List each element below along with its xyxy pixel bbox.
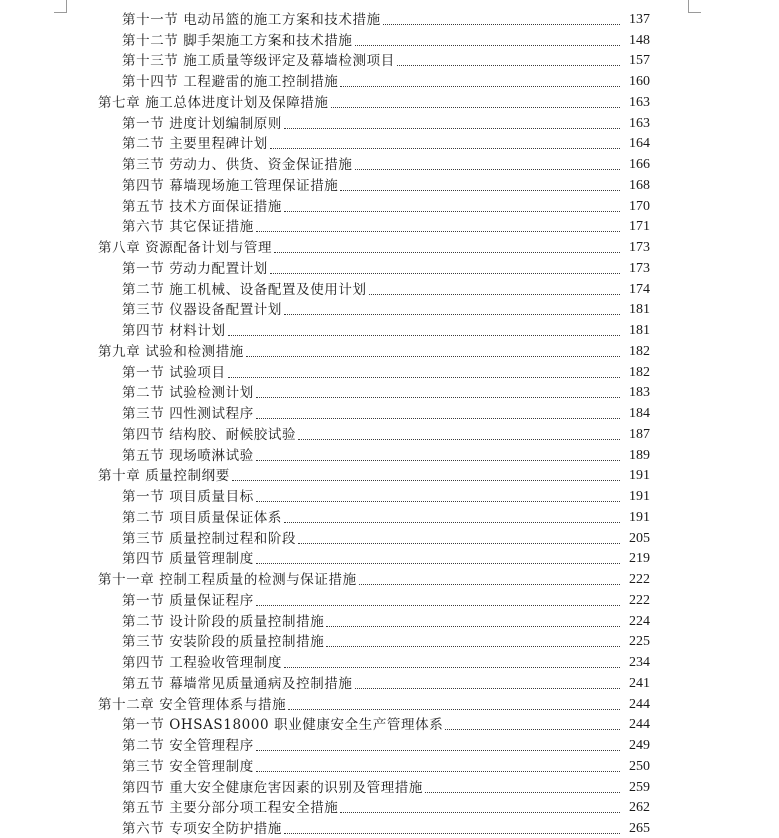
toc-section-entry[interactable] [0, 714, 779, 735]
toc-dot-leader [228, 335, 620, 336]
toc-dot-leader [256, 501, 620, 502]
toc-entry-title: 第五节 主要分部分项工程安全措施 [122, 800, 339, 817]
toc-page-number: 191 [629, 509, 650, 525]
toc-entry-title: 第二节 安全管理程序 [122, 738, 254, 754]
toc-dot-leader [256, 563, 620, 564]
toc-entry-title: 第四节 材料计划 [122, 323, 226, 339]
toc-entry-title: 第二节 项目质量保证体系 [122, 509, 282, 526]
toc-entry-title: 第二节 主要里程碑计划 [122, 136, 268, 153]
toc-entry-title: 第三节 仪器设备配置计划 [122, 302, 282, 319]
toc-page-number: 234 [629, 655, 650, 670]
toc-chapter-entry[interactable] [0, 91, 779, 112]
toc-page-number: 184 [629, 406, 650, 421]
table-of-contents [0, 8, 779, 838]
toc-entry-title: 第七章 施工总体进度计划及保障措施 [98, 94, 329, 111]
toc-page-number: 173 [629, 260, 650, 276]
toc-entry-title: 第一节 进度计划编制原则 [122, 115, 282, 132]
toc-dot-leader [274, 252, 620, 253]
toc-section-entry[interactable] [0, 8, 779, 29]
toc-section-entry[interactable] [0, 423, 779, 444]
toc-dot-leader [284, 128, 620, 129]
toc-dot-leader [331, 107, 621, 108]
toc-section-entry[interactable] [0, 672, 779, 693]
toc-page-number: 259 [629, 779, 650, 795]
toc-dot-leader [284, 314, 620, 315]
toc-dot-leader [256, 771, 620, 772]
toc-entry-title: 第六节 专项安全防护措施 [122, 821, 282, 837]
toc-page-number: 244 [629, 717, 650, 733]
toc-page-number: 225 [629, 634, 650, 650]
toc-entry-title: 第一节 项目质量目标 [122, 489, 254, 505]
toc-page-number: 262 [629, 800, 650, 816]
toc-section-entry[interactable] [0, 797, 779, 818]
toc-section-entry[interactable] [0, 361, 779, 382]
toc-section-entry[interactable] [0, 755, 779, 776]
toc-section-entry[interactable] [0, 402, 779, 423]
toc-page-number: 182 [629, 343, 650, 359]
toc-page-number: 181 [629, 323, 650, 338]
toc-page-number: 265 [629, 821, 650, 836]
toc-page-number: 241 [629, 675, 650, 691]
toc-section-entry[interactable] [0, 299, 779, 320]
toc-chapter-entry[interactable] [0, 236, 779, 257]
toc-entry-title: 第八章 资源配备计划与管理 [98, 240, 273, 256]
toc-page-number: 191 [629, 468, 650, 484]
toc-entry-title: 第十三节 施工质量等级评定及幕墙检测项目 [122, 53, 395, 70]
toc-dot-leader [340, 812, 620, 813]
toc-page-number: 163 [629, 115, 650, 131]
toc-dot-leader [232, 480, 620, 481]
toc-entry-title: 第四节 结构胶、耐候胶试验 [122, 426, 297, 443]
toc-entry-title: 第五节 技术方面保证措施 [122, 198, 282, 215]
toc-page-number: 174 [629, 281, 650, 297]
toc-entry-title: 第三节 安装阶段的质量控制措施 [122, 634, 325, 651]
toc-dot-leader [369, 294, 620, 295]
toc-section-entry[interactable] [0, 70, 779, 91]
toc-chapter-entry[interactable] [0, 568, 779, 589]
toc-section-entry[interactable] [0, 631, 779, 652]
toc-dot-leader [256, 397, 620, 398]
toc-chapter-entry[interactable] [0, 465, 779, 486]
toc-dot-leader [228, 377, 620, 378]
toc-entry-title: 第五节 幕墙常见质量通病及控制措施 [122, 675, 353, 692]
toc-dot-leader [256, 231, 620, 232]
toc-entry-title: 第四节 工程验收管理制度 [122, 655, 282, 671]
toc-section-entry[interactable] [0, 651, 779, 672]
toc-entry-title: 第二节 设计阶段的质量控制措施 [122, 613, 325, 630]
toc-dot-leader [355, 169, 621, 170]
toc-page-number: 191 [629, 489, 650, 504]
toc-page-number: 222 [629, 572, 650, 587]
toc-entry-title: 第十章 质量控制纲要 [98, 468, 230, 485]
toc-section-entry[interactable] [0, 548, 779, 569]
toc-page-number: 160 [629, 74, 650, 89]
toc-section-entry[interactable] [0, 174, 779, 195]
toc-dot-leader [284, 833, 620, 834]
toc-entry-title: 第三节 劳动力、供货、资金保证措施 [122, 157, 353, 173]
toc-dot-leader [326, 626, 620, 627]
toc-dot-leader [284, 667, 620, 668]
toc-section-entry[interactable] [0, 257, 779, 278]
toc-entry-title: 第一节 OHSAS18000 职业健康安全生产管理体系 [122, 717, 444, 734]
toc-dot-leader [355, 688, 621, 689]
toc-entry-title: 第十一节 电动吊篮的施工方案和技术措施 [122, 11, 381, 28]
toc-section-entry[interactable] [0, 278, 779, 299]
toc-page-number: 222 [629, 592, 650, 608]
toc-dot-leader [246, 356, 620, 357]
toc-page-number: 166 [629, 157, 650, 172]
toc-page-number: 187 [629, 426, 650, 442]
toc-dot-leader [256, 460, 620, 461]
toc-dot-leader [340, 86, 620, 87]
toc-entry-title: 第三节 四性测试程序 [122, 406, 254, 422]
toc-dot-leader [298, 543, 620, 544]
toc-entry-title: 第十二节 脚手架施工方案和技术措施 [122, 32, 353, 49]
toc-page-number: 183 [629, 385, 650, 401]
toc-entry-title: 第三节 安全管理制度 [122, 758, 254, 775]
toc-page-number: 181 [629, 302, 650, 318]
toc-entry-title: 第十一章 控制工程质量的检测与保证措施 [98, 572, 357, 588]
toc-dot-leader [383, 24, 620, 25]
toc-entry-title: 第四节 幕墙现场施工管理保证措施 [122, 177, 339, 194]
toc-entry-title: 第九章 试验和检测措施 [98, 343, 244, 360]
toc-page-number: 219 [629, 551, 650, 567]
toc-page-number: 148 [629, 32, 650, 48]
toc-page-number: 249 [629, 738, 650, 753]
toc-chapter-entry[interactable] [0, 693, 779, 714]
toc-section-entry[interactable] [0, 444, 779, 465]
toc-section-entry[interactable] [0, 195, 779, 216]
toc-section-entry[interactable] [0, 382, 779, 403]
toc-dot-leader [355, 45, 621, 46]
toc-entry-title: 第十二章 安全管理体系与措施 [98, 696, 287, 713]
toc-entry-title: 第十四节 工程避雷的施工控制措施 [122, 74, 339, 90]
toc-page-number: 189 [629, 447, 650, 463]
toc-section-entry[interactable] [0, 589, 779, 610]
toc-page-number: 157 [629, 53, 650, 69]
toc-entry-title: 第一节 试验项目 [122, 364, 226, 381]
toc-section-entry[interactable] [0, 485, 779, 506]
toc-entry-title: 第四节 质量管理制度 [122, 551, 254, 568]
toc-section-entry[interactable] [0, 50, 779, 71]
toc-section-entry[interactable] [0, 610, 779, 631]
toc-entry-title: 第五节 现场喷淋试验 [122, 447, 254, 464]
toc-page-number: 170 [629, 198, 650, 214]
toc-dot-leader [256, 750, 620, 751]
toc-entry-title: 第二节 施工机械、设备配置及使用计划 [122, 281, 367, 298]
toc-section-entry[interactable] [0, 319, 779, 340]
toc-page-number: 224 [629, 613, 650, 629]
toc-dot-leader [270, 273, 620, 274]
toc-page-number: 168 [629, 177, 650, 193]
toc-section-entry[interactable] [0, 527, 779, 548]
toc-page-number: 137 [629, 11, 650, 27]
toc-section-entry[interactable] [0, 29, 779, 50]
toc-page-number: 205 [629, 530, 650, 546]
toc-dot-leader [284, 211, 620, 212]
toc-dot-leader [256, 605, 620, 606]
toc-dot-leader [326, 646, 620, 647]
toc-section-entry[interactable] [0, 817, 779, 838]
toc-page-number: 182 [629, 364, 650, 380]
toc-entry-title: 第一节 劳动力配置计划 [122, 260, 268, 277]
toc-dot-leader [284, 522, 620, 523]
toc-dot-leader [445, 729, 620, 730]
toc-page-number: 164 [629, 136, 650, 152]
toc-section-entry[interactable] [0, 506, 779, 527]
toc-entry-title: 第六节 其它保证措施 [122, 219, 254, 236]
toc-dot-leader [288, 709, 620, 710]
toc-entry-title: 第三节 质量控制过程和阶段 [122, 530, 297, 547]
toc-dot-leader [270, 148, 620, 149]
toc-chapter-entry[interactable] [0, 340, 779, 361]
toc-entry-title: 第二节 试验检测计划 [122, 385, 254, 402]
toc-page-number: 163 [629, 94, 650, 110]
toc-page-number: 244 [629, 696, 650, 712]
toc-entry-title: 第一节 质量保证程序 [122, 592, 254, 609]
toc-page-number: 250 [629, 758, 650, 774]
toc-entry-title: 第四节 重大安全健康危害因素的识别及管理措施 [122, 779, 423, 796]
toc-section-entry[interactable] [0, 734, 779, 755]
toc-dot-leader [397, 65, 620, 66]
toc-dot-leader [425, 792, 620, 793]
toc-page-number: 173 [629, 240, 650, 255]
toc-dot-leader [256, 418, 620, 419]
toc-section-entry[interactable] [0, 776, 779, 797]
toc-page-number: 171 [629, 219, 650, 235]
toc-dot-leader [340, 190, 620, 191]
toc-section-entry[interactable] [0, 153, 779, 174]
toc-dot-leader [298, 439, 620, 440]
toc-section-entry[interactable] [0, 216, 779, 237]
toc-section-entry[interactable] [0, 112, 779, 133]
toc-section-entry[interactable] [0, 133, 779, 154]
toc-dot-leader [359, 584, 620, 585]
